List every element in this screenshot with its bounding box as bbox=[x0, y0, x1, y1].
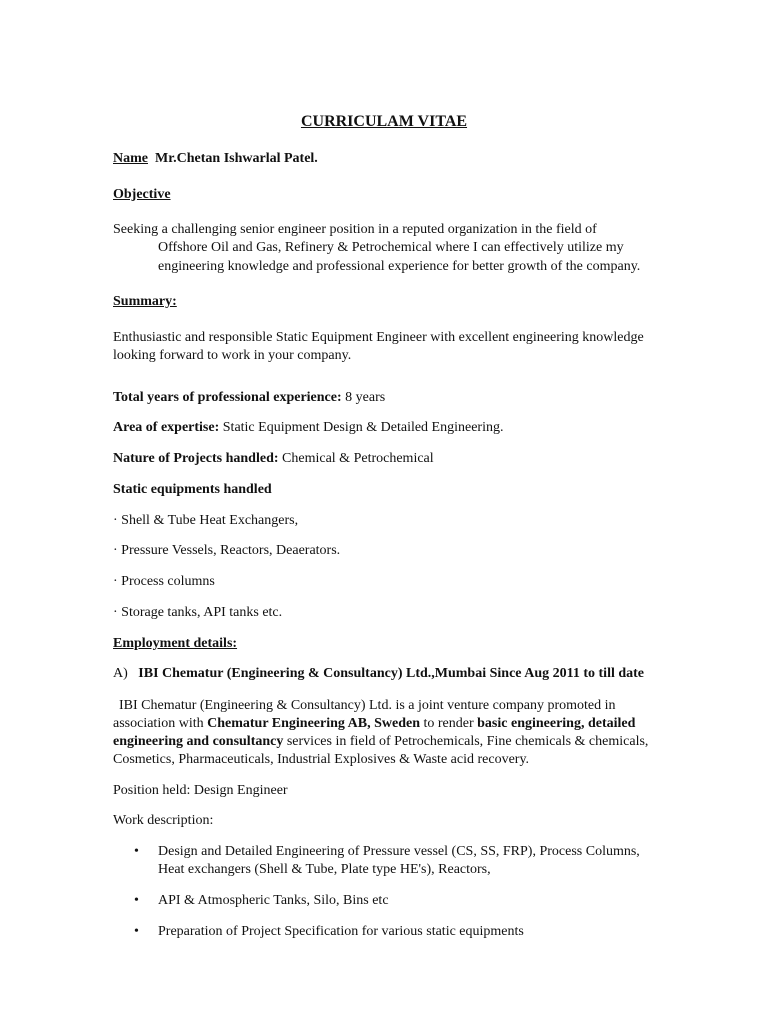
bullet-marker: • bbox=[134, 844, 139, 859]
expertise-line bbox=[113, 419, 503, 437]
name-line bbox=[113, 150, 318, 168]
equipment-item: · Storage tanks, API tanks etc. bbox=[113, 605, 283, 620]
name-label: Name bbox=[113, 151, 148, 166]
equipment-item: · Process columns bbox=[113, 574, 215, 589]
summary-heading: Summary: bbox=[113, 294, 177, 309]
projects-value: Chemical & Petrochemical bbox=[282, 451, 434, 466]
employment-heading: Employment details: bbox=[113, 636, 238, 651]
projects-line bbox=[113, 450, 434, 468]
position-line: Position held: Design Engineer bbox=[113, 783, 288, 798]
equipment-item: · Shell & Tube Heat Exchangers, bbox=[113, 513, 299, 528]
document-title: CURRICULAM VITAE bbox=[300, 113, 468, 130]
company-desc-line-2 bbox=[113, 715, 635, 733]
objective-heading: Objective bbox=[113, 187, 171, 202]
equipments-heading: Static equipments handled bbox=[113, 482, 272, 497]
objective-line-2: Offshore Oil and Gas, Refinery & Petrochemical where I can effectively utilize my bbox=[158, 240, 624, 255]
company-desc-line-1: IBI Chematur (Engineering & Consultancy) Ltd. is a joint venture company promoted in bbox=[119, 698, 616, 713]
experience-label: Total years of professional experience: bbox=[113, 390, 342, 405]
company-desc-text: services in field of Petrochemicals, Fine chemicals & chemicals, bbox=[283, 734, 649, 749]
company-desc-line-4: Cosmetics, Pharmaceuticals, Industrial Explosives & Waste acid recovery. bbox=[113, 752, 530, 767]
work-item-line: API & Atmospheric Tanks, Silo, Bins etc bbox=[158, 893, 389, 908]
equipment-item: · Pressure Vessels, Reactors, Deaerators. bbox=[113, 543, 341, 558]
bullet-marker: • bbox=[134, 924, 139, 939]
objective-line-1: Seeking a challenging senior engineer position in a reputed organization in the field of bbox=[113, 222, 597, 237]
company-desc-text: to render bbox=[419, 716, 478, 731]
expertise-value: Static Equipment Design & Detailed Engineering. bbox=[222, 420, 504, 435]
objective-line-3: engineering knowledge and professional experience for better growth of the company. bbox=[158, 259, 641, 274]
work-label: Work description: bbox=[113, 813, 214, 828]
company-desc-line-3 bbox=[113, 733, 648, 751]
expertise-label: Area of expertise: bbox=[113, 420, 220, 435]
summary-line-1: Enthusiastic and responsible Static Equipment Engineer with excellent engineering knowledge bbox=[113, 330, 644, 345]
work-item-line: Design and Detailed Engineering of Pressure vessel (CS, SS, FRP), Process Columns, bbox=[158, 844, 640, 859]
experience-value: 8 years bbox=[345, 390, 386, 405]
employer-line bbox=[113, 665, 644, 683]
company-desc-text: association with bbox=[113, 716, 208, 731]
partner-name: Chematur Engineering AB, Sweden bbox=[207, 716, 420, 731]
services-bold: engineering and consultancy bbox=[113, 734, 284, 749]
projects-label: Nature of Projects handled: bbox=[113, 451, 279, 466]
work-item-line: Heat exchangers (Shell & Tube, Plate type HE's), Reactors, bbox=[158, 862, 491, 877]
employer-marker: A) bbox=[113, 666, 128, 681]
summary-line-2: looking forward to work in your company. bbox=[113, 348, 352, 363]
bullet-marker: • bbox=[134, 893, 139, 908]
experience-line bbox=[113, 389, 385, 407]
employer-name: IBI Chematur (Engineering & Consultancy) Ltd.,Mumbai Since Aug 2011 to till date bbox=[138, 666, 645, 681]
name-value: Mr.Chetan Ishwarlal Patel. bbox=[155, 151, 318, 166]
services-bold: basic engineering, detailed bbox=[477, 716, 636, 731]
work-item-line: Preparation of Project Specification for various static equipments bbox=[158, 924, 524, 939]
